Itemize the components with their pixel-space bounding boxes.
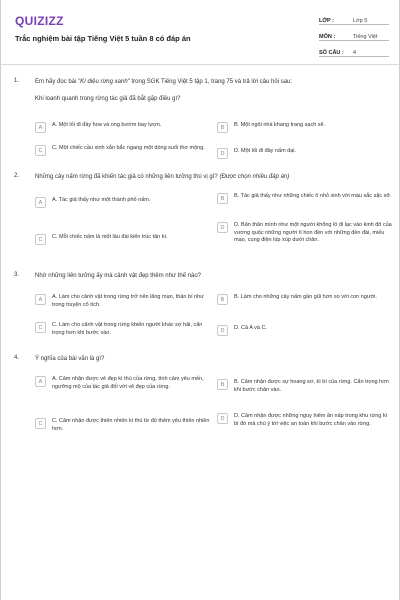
answer-option-a[interactable] — [35, 197, 210, 208]
answer-option-a[interactable] — [35, 294, 210, 309]
option-text: D. Bản thân mình như một người khổng lồ đi lạc vào kinh đô của vương quốc những người tí hon đền với những đền đài, miếu mạo, cung điện lúp xúp dưới chân. — [234, 222, 392, 243]
question-text-title: "Kì diệu rừng xanh" — [78, 79, 130, 85]
option-letter-box: C — [35, 145, 46, 156]
option-letter-box: A — [35, 122, 46, 133]
worksheet-title: Trắc nghiệm bài tập Tiếng Việt 5 tuần 8 có đáp án — [15, 34, 191, 43]
option-text: A. Tác giả thấy như một thành phố nấm. — [52, 197, 151, 203]
option-letter-box: D — [217, 325, 228, 336]
option-text: C. Làm cho cảnh vật trong rừng khiến người khác sợ hãi, cẩn trọng hơn khi bước vào. — [52, 322, 203, 336]
meta-row-subject — [319, 26, 389, 41]
option-letter-box: B — [217, 122, 228, 133]
option-letter-box: D — [217, 413, 228, 424]
option-letter-box: C — [35, 234, 46, 245]
question-text: Ý nghĩa của bài văn là gì? — [35, 356, 105, 362]
answer-option-a[interactable] — [35, 376, 210, 391]
option-letter-box: C — [35, 322, 46, 333]
answer-option-d[interactable] — [217, 222, 392, 245]
answer-option-c[interactable] — [35, 145, 210, 156]
question-number: 3. — [14, 272, 20, 278]
option-letter-box: B — [217, 379, 228, 390]
question-text — [35, 78, 375, 86]
meta-value: Lớp 5 — [353, 18, 368, 24]
option-text: B. Một ngôi nhà khang trang sạch sẽ. — [234, 122, 326, 128]
option-letter-box: B — [217, 294, 228, 305]
meta-value: 4 — [353, 50, 357, 56]
meta-value: Tiếng Việt — [353, 34, 378, 40]
option-text: A. Cảm nhận được vẻ đẹp kì thú của rừng, tình cảm yêu mến, ngưỡng mộ của tác giả đối với vẻ đẹp của rừng. — [52, 376, 204, 390]
option-text: B. Cảm nhận được sự hoang sơ, kì bí của rừng. Cẩn trọng hơn khi bước chân vào. — [234, 379, 389, 393]
meta-label: SỐ CÂU : — [319, 50, 344, 56]
option-letter-box: B — [217, 193, 228, 204]
question-number: 2. — [14, 173, 20, 179]
option-text: D. Cảm nhận được những nguy hiểm ẩn nấp trong khu rừng kì bí đó mà chú ý tới việc an toàn khi bước chân vào rừng. — [234, 413, 388, 427]
option-letter-box: C — [35, 418, 46, 429]
answer-option-a[interactable] — [35, 122, 210, 133]
option-text: D. Một lối đi đầy nấm dại. — [234, 148, 297, 154]
meta-label: MÔN : — [319, 34, 336, 40]
option-text: C. Cảm nhận được thiên nhiên kì thú từ đó thêm yêu thiên nhiên hơn. — [52, 418, 210, 432]
meta-row-count — [319, 42, 389, 57]
answer-option-b[interactable] — [217, 122, 392, 133]
option-letter-box: D — [217, 222, 228, 233]
answer-option-d[interactable] — [217, 148, 392, 159]
option-letter-box: D — [217, 148, 228, 159]
answer-option-d[interactable] — [217, 413, 392, 428]
answer-option-d[interactable] — [217, 325, 392, 336]
answer-option-c[interactable] — [35, 418, 210, 433]
option-text: B. Làm cho những cây nấm gần gũi hơn so với con người. — [234, 294, 377, 300]
worksheet-header — [1, 0, 399, 65]
question-text-pre: Em hãy đọc bài — [35, 79, 79, 85]
option-letter-box: A — [35, 294, 46, 305]
answer-option-b[interactable] — [217, 379, 392, 394]
option-text: A. Một lối đi đầy hoa và ong bướm bay lượn. — [52, 122, 162, 128]
meta-label: LỚP : — [319, 18, 334, 24]
worksheet-meta — [319, 10, 389, 58]
answer-option-b[interactable] — [217, 294, 392, 305]
question-text — [35, 173, 375, 181]
answer-option-c[interactable] — [35, 322, 210, 337]
answer-option-c[interactable] — [35, 234, 210, 245]
question-text-main: Những cây nấm rừng đã khiến tác giả có những liên tưởng thú vị gì? — [35, 174, 218, 180]
option-text: D. Cả A và C. — [234, 325, 268, 331]
question-hint: (Được chọn nhiều đáp án) — [219, 174, 290, 180]
question-text: Nhờ những liên tưởng ấy mà cảnh vật đẹp thêm như thế nào? — [35, 273, 202, 279]
option-text: C. Một chiếc cầu xinh xắn bắc ngang một dòng suối thơ mộng. — [52, 145, 205, 151]
option-text: A. Làm cho cảnh vật trong rừng trở nên lãng mạn, thần bí như trong truyện cổ tích. — [52, 294, 204, 308]
question-subtext: Khi loanh quanh trong rừng tác giả đã bắt gặp điều gì? — [35, 96, 181, 102]
answer-option-b[interactable] — [217, 193, 392, 204]
question-text-post: trong SGK Tiếng Việt 5 tập 1, trang 75 và trả lời câu hỏi sau: — [129, 79, 293, 85]
meta-row-class — [319, 10, 389, 25]
option-text: B. Tác giả thấy như những chiếc ô nhỏ xinh với màu sắc sặc sỡ. — [234, 193, 392, 199]
question-number: 4. — [14, 355, 20, 361]
question-number: 1. — [14, 78, 20, 84]
option-text: C. Mỗi chiếc nấm là một lâu đài kiến trúc tân kì. — [52, 234, 168, 240]
option-letter-box: A — [35, 376, 46, 387]
quizizz-logo: QUIZIZZ — [15, 14, 64, 28]
option-letter-box: A — [35, 197, 46, 208]
